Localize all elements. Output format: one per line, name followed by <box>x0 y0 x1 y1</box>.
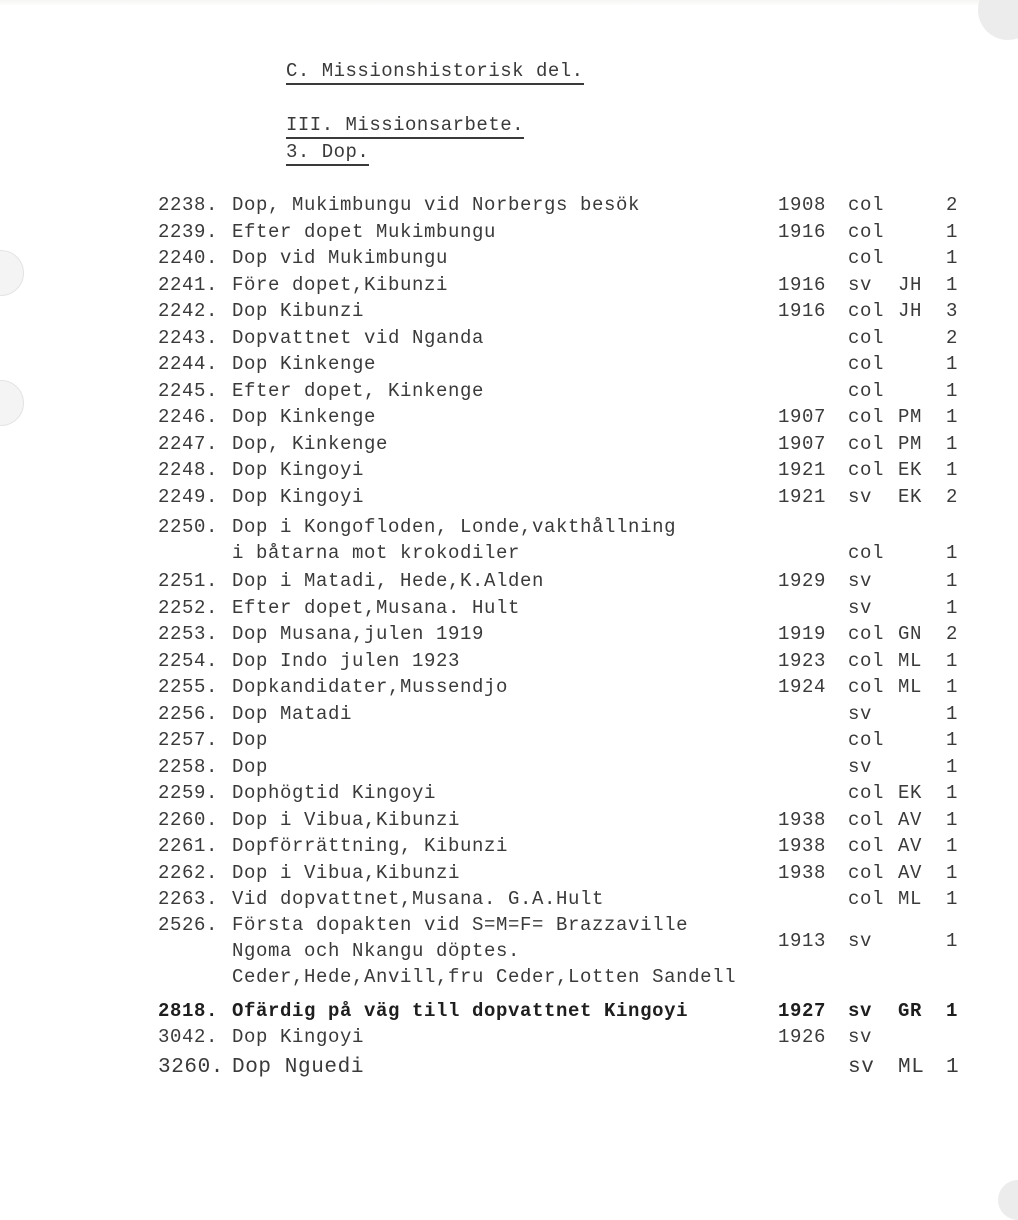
entry-type: col <box>848 353 885 375</box>
entry-number: 2259. <box>158 782 219 804</box>
entry-number: 2257. <box>158 729 219 751</box>
entry-count: 1 <box>946 676 959 698</box>
entry-type: sv <box>848 485 873 508</box>
entry-signature: JH <box>898 300 923 322</box>
entry-count: 1 <box>946 406 959 428</box>
entry-year: 1938 <box>778 861 827 884</box>
entry-number: 2242. <box>158 300 219 322</box>
entry-number: 2251. <box>158 570 219 592</box>
table-row <box>158 194 978 220</box>
entry-count: 2 <box>946 623 959 645</box>
entry-year: 1927 <box>778 1000 827 1022</box>
entry-count: 1 <box>946 273 959 296</box>
entry-title: Dop Kibunzi <box>232 300 365 322</box>
table-row <box>158 221 978 247</box>
table-row <box>158 623 978 649</box>
entry-type: sv <box>848 755 873 778</box>
entry-count: 1 <box>946 702 959 725</box>
entry-count: 1 <box>946 729 959 751</box>
table-row <box>158 888 978 914</box>
entry-title: Dop, Mukimbungu vid Norbergs besök <box>232 194 641 216</box>
entry-type: col <box>848 649 885 672</box>
entry-number: 2818. <box>158 1000 219 1022</box>
table-row <box>158 650 978 676</box>
entry-count: 1 <box>946 861 959 884</box>
entry-title: Dop <box>232 729 269 751</box>
entry-number: 2244. <box>158 353 219 375</box>
entry-type: col <box>848 808 885 831</box>
entry-year: 1938 <box>778 808 827 831</box>
entry-type: sv <box>848 273 873 296</box>
table-row <box>158 676 978 702</box>
table-row <box>158 782 978 808</box>
entry-type: sv <box>848 930 873 952</box>
entry-title: Dop <box>232 755 269 778</box>
entry-year: 1916 <box>778 300 827 322</box>
entry-year: 1923 <box>778 649 827 672</box>
table-row <box>158 406 978 432</box>
table-row <box>158 1056 978 1082</box>
entry-signature: AV <box>898 808 923 831</box>
entry-year: 1913 <box>778 930 827 952</box>
entry-number: 2249. <box>158 485 219 508</box>
card-corner <box>978 0 1018 40</box>
entry-number: 2250. <box>158 516 219 538</box>
table-row <box>158 703 978 729</box>
entry-year: 1916 <box>778 220 827 243</box>
entry-number: 2246. <box>158 406 219 428</box>
entry-count: 1 <box>946 247 959 269</box>
entry-title: Efter dopet, Kinkenge <box>232 379 485 402</box>
entry-title: Ofärdig på väg till dopvattnet Kingoyi <box>232 1000 689 1022</box>
section-heading: C. Missionshistorisk del. <box>286 60 584 85</box>
entry-type: col <box>848 194 885 216</box>
entry-title: Dopförrättning, Kibunzi <box>232 835 509 857</box>
table-row <box>158 353 978 379</box>
entry-title: Dop Kingoyi <box>232 459 365 481</box>
entry-count: 1 <box>946 835 959 857</box>
table-row <box>158 1000 978 1026</box>
entry-signature: PM <box>898 406 923 428</box>
entry-type: sv <box>848 570 873 592</box>
entry-type: col <box>848 729 885 751</box>
entry-signature: GR <box>898 1000 923 1022</box>
entry-year: 1919 <box>778 623 827 645</box>
entry-number: 2260. <box>158 808 219 831</box>
table-row <box>158 459 978 485</box>
entry-count: 1 <box>946 888 959 910</box>
entry-type: col <box>848 459 885 481</box>
table-row <box>158 433 978 459</box>
entry-count: 1 <box>946 432 959 455</box>
entry-title: Dop Kinkenge <box>232 353 377 375</box>
entry-title: Dop, Kinkenge <box>232 432 389 455</box>
entry-year: 1924 <box>778 676 827 698</box>
entry-number: 2261. <box>158 835 219 857</box>
entry-count: 2 <box>946 326 959 349</box>
entry-number: 2254. <box>158 649 219 672</box>
entry-number: 3042. <box>158 1026 219 1048</box>
entry-signature: ML <box>898 649 923 672</box>
entry-count: 1 <box>946 1056 960 1079</box>
entry-count: 1 <box>946 1000 959 1022</box>
entry-signature: ML <box>898 888 923 910</box>
entry-year: 1921 <box>778 459 827 481</box>
entry-title: Dop i Vibua,Kibunzi <box>232 808 461 831</box>
entry-number: 2240. <box>158 247 219 269</box>
entry-type: col <box>848 326 885 349</box>
entry-title: Vid dopvattnet,Musana. G.A.Hult <box>232 888 605 910</box>
topic-heading: 3. Dop. <box>286 141 369 166</box>
table-row <box>158 327 978 353</box>
entry-title: Dop i Vibua,Kibunzi <box>232 861 461 884</box>
entry-title: Efter dopet,Musana. Hult <box>232 596 521 619</box>
entry-count: 1 <box>946 459 959 481</box>
card-corner <box>998 1180 1018 1220</box>
entry-number: 2263. <box>158 888 219 910</box>
entry-year: 1929 <box>778 570 827 592</box>
table-row <box>158 862 978 888</box>
entry-title: Första dopakten vid S=M=F= Brazzaville <box>232 914 689 936</box>
entry-count: 2 <box>946 194 959 216</box>
entry-signature: AV <box>898 861 923 884</box>
entry-type: col <box>848 379 885 402</box>
entry-count: 1 <box>946 220 959 243</box>
entry-number: 3260. <box>158 1056 225 1079</box>
entry-type: col <box>848 220 885 243</box>
entry-type: col <box>848 835 885 857</box>
entry-number: 2526. <box>158 914 219 936</box>
entry-number: 2243. <box>158 326 219 349</box>
entry-title: Dop Nguedi <box>232 1056 365 1079</box>
entry-number: 2253. <box>158 623 219 645</box>
entry-signature: GN <box>898 623 923 645</box>
entry-title: Dop i Matadi, Hede,K.Alden <box>232 570 545 592</box>
entry-signature: ML <box>898 1056 925 1079</box>
entry-type: sv <box>848 1056 875 1079</box>
entry-title: Dop i Kongofloden, Londe,vakthållning <box>232 516 677 538</box>
entry-count: 1 <box>946 596 959 619</box>
entry-number: 2258. <box>158 755 219 778</box>
entry-signature: AV <box>898 835 923 857</box>
entry-title: Dop Musana,julen 1919 <box>232 623 485 645</box>
entry-title: Dop Indo julen 1923 <box>232 649 461 672</box>
entry-count: 1 <box>946 755 959 778</box>
entry-number: 2238. <box>158 194 219 216</box>
table-row <box>158 729 978 755</box>
entry-year: 1907 <box>778 432 827 455</box>
entry-count: 2 <box>946 485 959 508</box>
table-row <box>158 300 978 326</box>
entry-number: 2241. <box>158 273 219 296</box>
entry-year: 1916 <box>778 273 827 296</box>
entry-year: 1908 <box>778 194 827 216</box>
entry-count: 1 <box>946 542 959 564</box>
entry-title: Efter dopet Mukimbungu <box>232 220 497 243</box>
table-row <box>158 809 978 835</box>
entry-number: 2239. <box>158 220 219 243</box>
entry-count: 1 <box>946 649 959 672</box>
entry-title-continued: i båtarna mot krokodiler <box>232 542 521 564</box>
table-row <box>158 597 978 623</box>
entry-number: 2252. <box>158 596 219 619</box>
entry-title: Dop vid Mukimbungu <box>232 247 449 269</box>
entry-count: 1 <box>946 782 959 804</box>
entry-number: 2262. <box>158 861 219 884</box>
entry-title: Före dopet,Kibunzi <box>232 273 449 296</box>
entry-type: col <box>848 406 885 428</box>
table-row <box>158 756 978 782</box>
entry-type: col <box>848 888 885 910</box>
entry-year: 1907 <box>778 406 827 428</box>
entry-year: 1926 <box>778 1026 827 1048</box>
entry-type: col <box>848 542 885 564</box>
entry-type: col <box>848 247 885 269</box>
entry-title: Dop Kinkenge <box>232 406 377 428</box>
table-row <box>158 380 978 406</box>
table-row <box>158 570 978 596</box>
entry-type: sv <box>848 1000 873 1022</box>
entry-title: Dop Kingoyi <box>232 485 365 508</box>
table-row <box>158 247 978 273</box>
entry-count: 3 <box>946 300 959 322</box>
entry-signature: EK <box>898 459 923 481</box>
entry-count: 1 <box>946 379 959 402</box>
entry-count: 1 <box>946 570 959 592</box>
entry-title: Dopvattnet vid Nganda <box>232 326 485 349</box>
table-row <box>158 914 978 994</box>
entry-type: col <box>848 623 885 645</box>
entry-signature: ML <box>898 676 923 698</box>
entry-title: Dopkandidater,Mussendjo <box>232 676 509 698</box>
entry-title: Dophögtid Kingoyi <box>232 782 437 804</box>
subsection-heading: III. Missionsarbete. <box>286 114 524 139</box>
entry-title-continued: Ngoma och Nkangu döptes. <box>232 940 521 962</box>
entry-year: 1921 <box>778 485 827 508</box>
entry-number: 2245. <box>158 379 219 402</box>
entry-type: col <box>848 676 885 698</box>
entry-count: 1 <box>946 808 959 831</box>
entry-type: col <box>848 861 885 884</box>
entry-type: col <box>848 300 885 322</box>
table-row <box>158 1026 978 1052</box>
entry-title: Dop Matadi <box>232 702 353 725</box>
entry-type: col <box>848 432 885 455</box>
entry-signature: EK <box>898 782 923 804</box>
entry-signature: EK <box>898 485 923 508</box>
punch-hole <box>0 380 24 426</box>
entry-number: 2247. <box>158 432 219 455</box>
entry-count: 1 <box>946 930 959 952</box>
table-row <box>158 516 978 568</box>
entry-type: sv <box>848 1026 873 1048</box>
entry-signature: PM <box>898 432 923 455</box>
entry-number: 2255. <box>158 676 219 698</box>
table-row <box>158 835 978 861</box>
entry-type: sv <box>848 702 873 725</box>
entry-year: 1938 <box>778 835 827 857</box>
punch-hole <box>0 250 24 296</box>
table-row <box>158 274 978 300</box>
entry-type: col <box>848 782 885 804</box>
entry-title: Dop Kingoyi <box>232 1026 365 1048</box>
entry-number: 2248. <box>158 459 219 481</box>
entry-type: sv <box>848 596 873 619</box>
entry-signature: JH <box>898 273 923 296</box>
entry-title-continued: Ceder,Hede,Anvill,fru Ceder,Lotten Sandell <box>232 966 737 988</box>
table-row <box>158 486 978 512</box>
entry-number: 2256. <box>158 702 219 725</box>
entry-count: 1 <box>946 353 959 375</box>
